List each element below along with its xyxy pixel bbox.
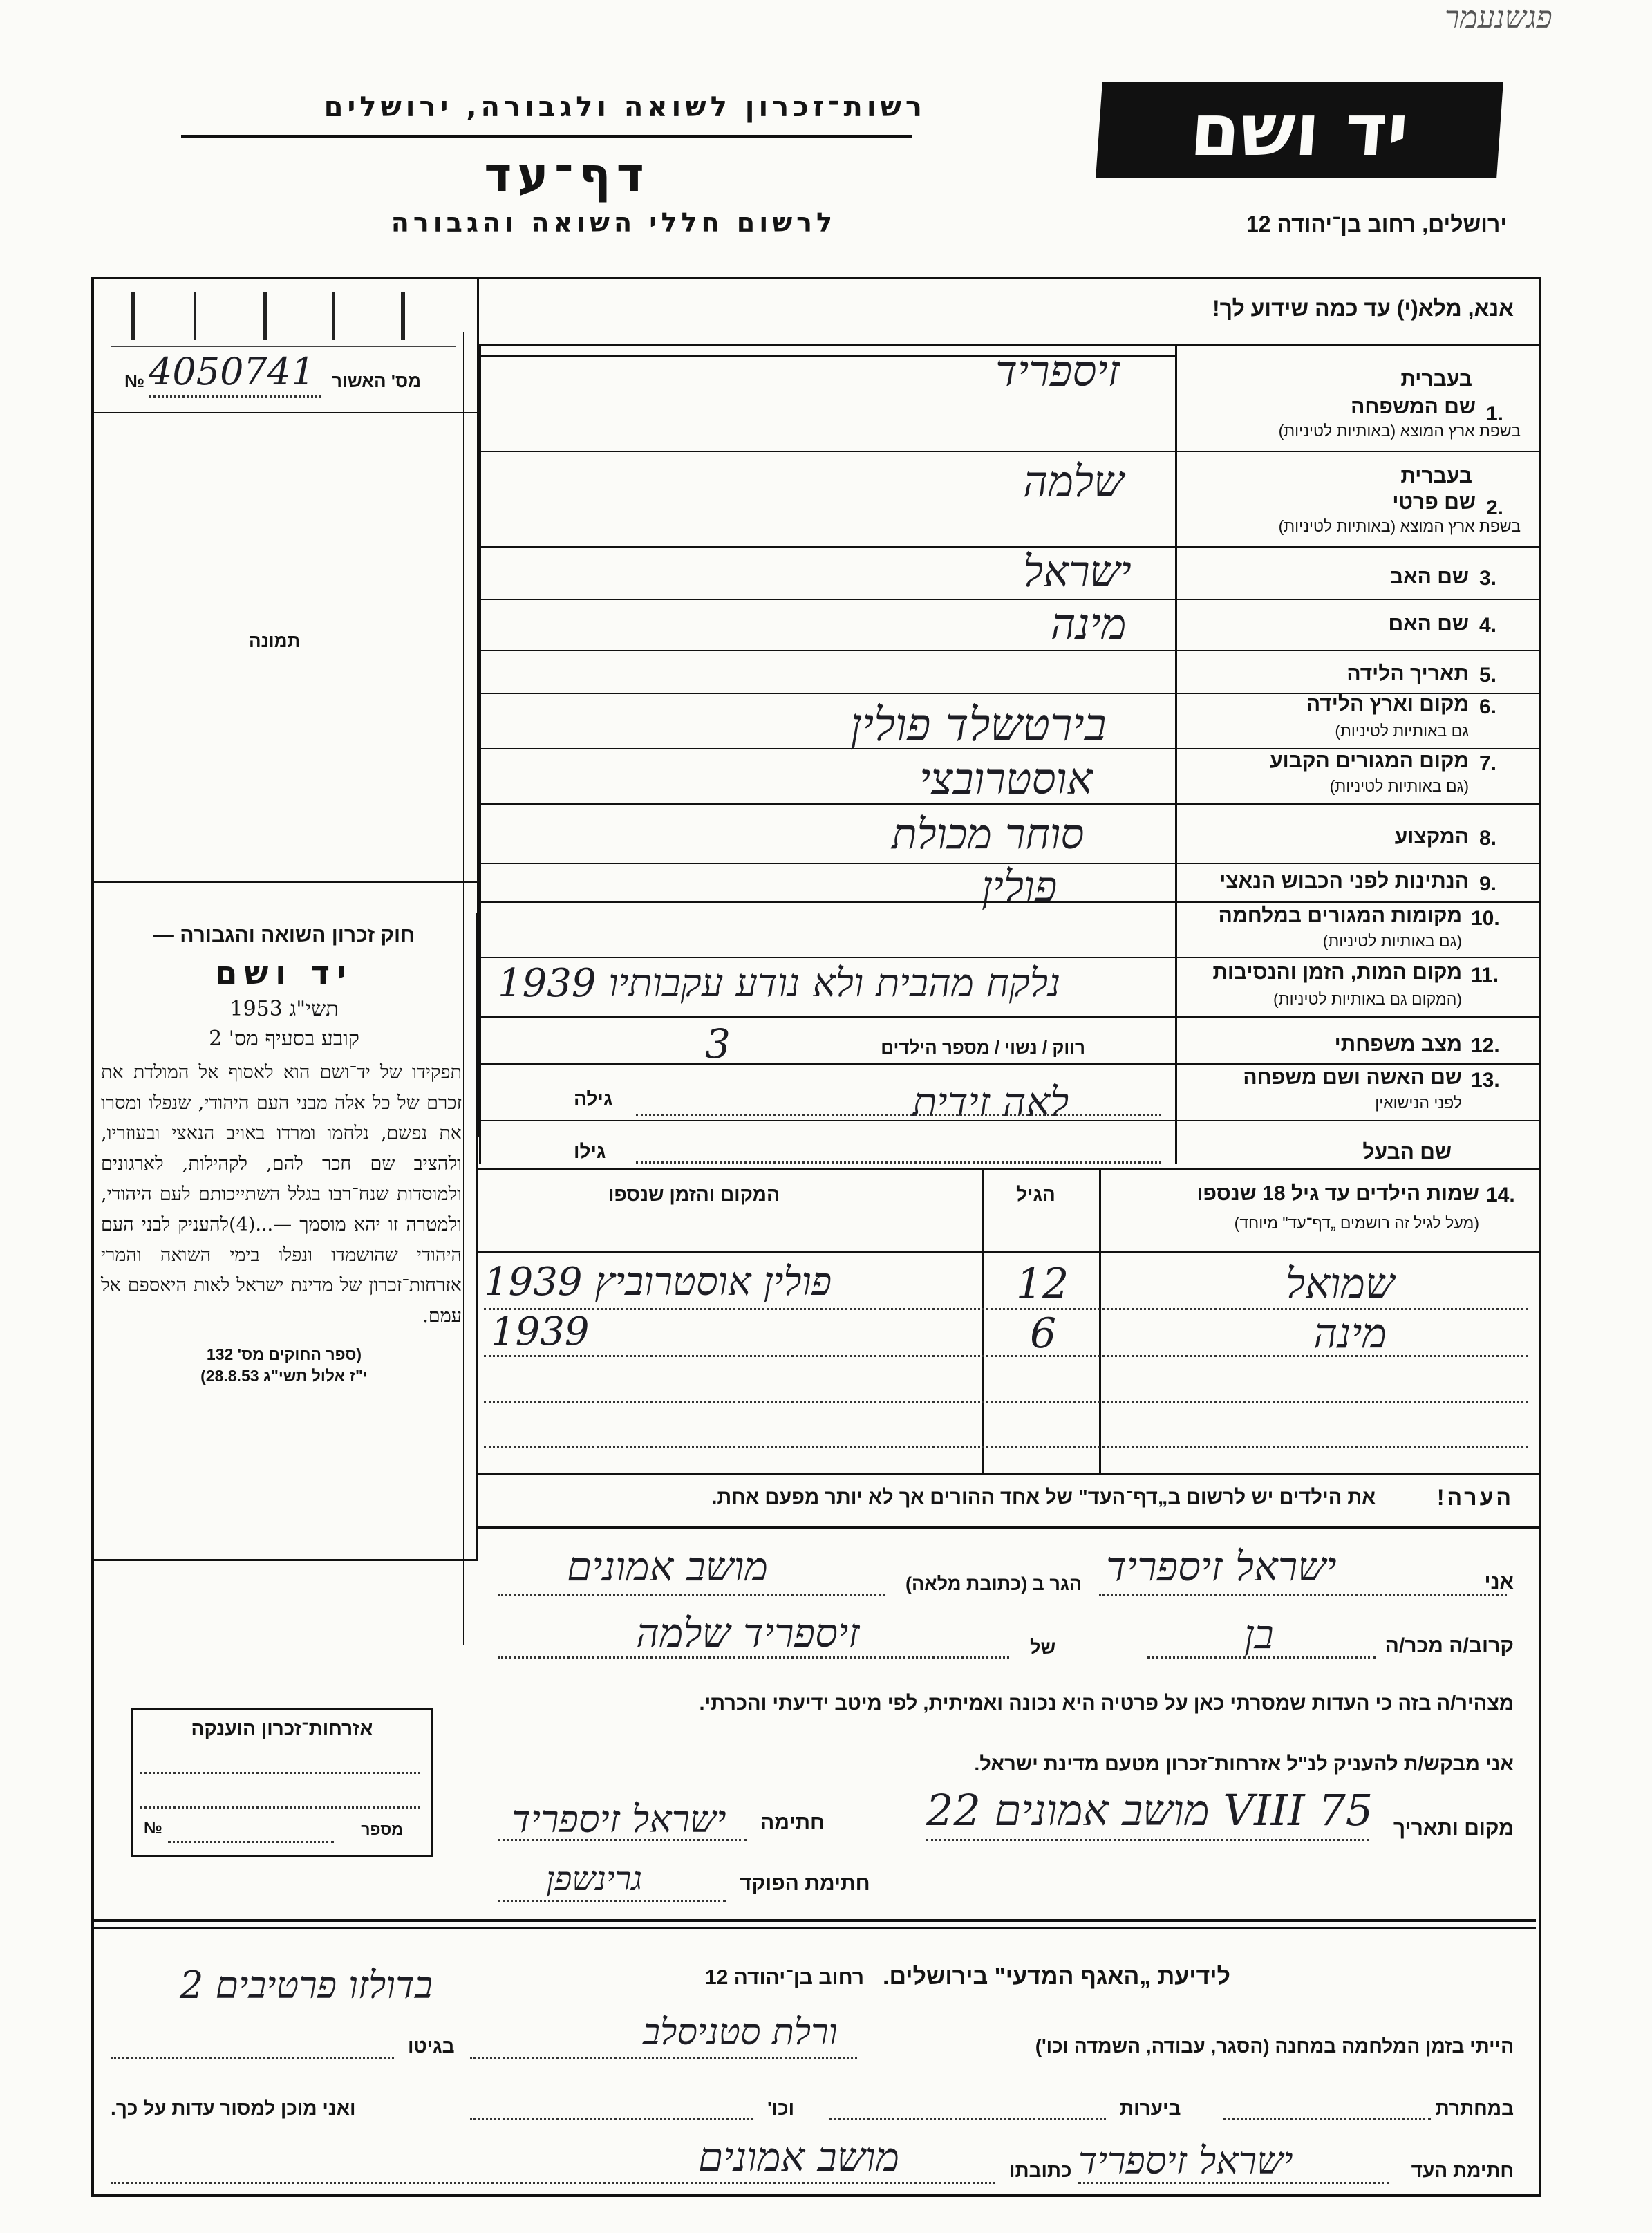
value-row-6	[479, 748, 1175, 749]
marital-options: רווק / נשוי / מספר הילדים	[881, 1037, 1085, 1058]
field-9-num: 9.	[1479, 872, 1497, 895]
field-11-label: מקום המות, הזמן והנסיבות	[1212, 961, 1462, 984]
camp-value[interactable]: ורלת סטניסלב	[643, 2012, 838, 2053]
intro-instruction: אנא, מלא(י) עד כמה שידוע לך!	[1212, 296, 1514, 321]
field-12-label: מצב משפחתי	[1334, 1033, 1462, 1056]
witness-address-label: כתובתו	[1009, 2160, 1072, 2181]
field-7-div	[1175, 803, 1539, 805]
value-row-9	[479, 901, 1175, 903]
officer-signature[interactable]: גרינשפן	[546, 1860, 642, 1898]
citizenship-number-label: מספר	[361, 1820, 403, 1838]
field-4-value[interactable]: מינה	[1051, 599, 1127, 649]
law-source-date: י"ז אלול תשי"ג 28.8.53)	[200, 1367, 368, 1385]
value-row-13	[479, 1120, 1175, 1121]
field-7-num: 7.	[1479, 752, 1497, 775]
value-row-5	[479, 693, 1175, 694]
declarant-resides-label: הגר ב (כתובת מלאה)	[905, 1573, 1082, 1594]
field-2-num: 2.	[1486, 496, 1504, 519]
witness-sig-dots	[1078, 2182, 1389, 2184]
child-1-age[interactable]: 12	[1016, 1260, 1069, 1308]
field-2-sub: בשפת ארץ המוצא (באותיות לטיניות)	[1278, 517, 1521, 535]
field-5-label: תאריך הלידה	[1346, 662, 1469, 685]
children-row-line-4	[484, 1446, 1528, 1448]
ghetto-label: בגיטו	[408, 2035, 455, 2057]
field-6-num: 6.	[1479, 695, 1497, 718]
signature-dots	[498, 1839, 747, 1841]
witness-sig-label: חתימת העד	[1411, 2160, 1514, 2181]
field-10-sub: (גם באותיות לטיניות)	[1322, 932, 1462, 950]
children-count-value[interactable]: 3	[705, 1020, 731, 1067]
field-10-div	[1175, 957, 1539, 958]
authority-underline	[181, 135, 912, 138]
underground-dots	[1223, 2118, 1431, 2120]
children-top	[477, 1168, 1539, 1170]
of-label: של	[1030, 1637, 1056, 1658]
field-7-label: מקום המגורים הקבוע	[1270, 749, 1469, 772]
ghetto-dots	[111, 2057, 394, 2059]
field-1-div	[1175, 451, 1539, 452]
camp-label: הייתי בזמן המלחמה במחנה (הסגר, עבודה, השמדה וכו')	[1035, 2035, 1514, 2057]
children-header: שמות הילדים עד גיל 18 שנספו	[1196, 1182, 1479, 1205]
field-13-value[interactable]: לאה זידית	[912, 1078, 1069, 1125]
labels-column-divider	[1175, 344, 1177, 1164]
law-source: (ספר החוקים מס' 132	[206, 1345, 362, 1363]
field-2-value[interactable]: שלמה	[1023, 456, 1124, 507]
etc-dots	[470, 2118, 753, 2120]
forests-label: ביערות	[1120, 2097, 1181, 2119]
field-13-label: שם האשה ושם משפחה	[1243, 1066, 1462, 1089]
law-body: תפקידו של יד־ושם הוא לאסוף אל המולדת את זכרם של כל אלה מבני העם היהודי, שנפלו ומסרו את נפשם, נלחמו ומרדו באויב הנאצי ובעוזריו, ולהציב שם חכר להם, לקהילות, לארגונים ולמוסדות שנח־רבו בגלל השתייכותם לעם היהודי, ולמטרה זו יהא מוסמך —...(4)להעניק לבני העם היהודי שהושמדו ונפלו בימי השואה והמרי אזרחות־זכרון של מדינת ישראל לאות היאספם אל עמם.	[101, 1062, 462, 1327]
field-9-label: הנתינות לפני הכבוש הנאצי	[1219, 870, 1469, 893]
field-4-label: שם האם	[1388, 613, 1469, 635]
field-11-div	[1175, 1016, 1539, 1018]
law-year: תשי"ג 1953	[229, 997, 339, 1021]
etc-label: וכו'	[767, 2097, 795, 2119]
field-3-num: 3.	[1479, 567, 1497, 590]
field-8-div	[1175, 863, 1539, 864]
bottom-divider-1	[94, 1919, 1536, 1922]
field-12-div	[1175, 1063, 1539, 1065]
law-name: יד ושם	[215, 954, 353, 991]
field-4-div	[1175, 650, 1539, 651]
children-header-bottom	[477, 1251, 1539, 1253]
relation-dots	[1147, 1656, 1376, 1659]
children-col-div-1	[1099, 1168, 1101, 1473]
hebrew-label-1: בעברית	[1400, 368, 1472, 391]
child-2-place[interactable]: 1939	[491, 1309, 590, 1354]
camp-dots	[470, 2057, 857, 2059]
field-3-value[interactable]: ישראל	[1023, 546, 1132, 597]
value-row-4	[479, 650, 1175, 651]
husband-label: שם הבעל	[1362, 1141, 1452, 1164]
field-2-label: שם פרטי	[1392, 491, 1476, 514]
children-row-line-3	[484, 1401, 1528, 1403]
children-num: 14.	[1486, 1184, 1515, 1206]
corner-handwriting: פגשנעמר	[1445, 0, 1552, 35]
citizenship-box	[131, 1708, 433, 1857]
field-1-sub: בשפת ארץ המוצא (באותיות לטיניות)	[1278, 422, 1521, 440]
value-row-7	[479, 803, 1175, 805]
field-7-sub: (גם באותיות לטיניות)	[1329, 777, 1469, 795]
note-text: את הילדים יש לרשום ב„דף־העד" של אחד ההורים אך לא יותר מפעם אחת.	[711, 1486, 1376, 1508]
field-4-num: 4.	[1479, 614, 1497, 637]
citizenship-title: אזרחות־זכרון הוענקה	[191, 1718, 373, 1739]
bottom-divider-2	[94, 1927, 1536, 1929]
place-date-value[interactable]: מושב אמונים 22 VIII 75	[926, 1785, 1373, 1835]
photo-bottom	[94, 881, 477, 883]
note-bottom	[477, 1526, 1539, 1529]
citizenship-number-dots	[168, 1841, 334, 1843]
of-value[interactable]: זיספריד שלמה	[636, 1609, 860, 1656]
field-3-div	[1175, 599, 1539, 600]
witness-address-dots	[111, 2182, 995, 2184]
field-11-value[interactable]: נלקח מהבית ולא נודע עקבותיו 1939	[498, 961, 1061, 1006]
child-1-place[interactable]: פולין אוסטרוביץ 1939	[484, 1260, 832, 1305]
field-6-sub: גם באותיות לטיניות)	[1335, 722, 1469, 740]
declarant-name[interactable]: ישראל זיספריד	[1106, 1543, 1337, 1590]
field-10-label: מקומות המגורים במלחמה	[1218, 904, 1462, 927]
col-age-header: הגיל	[1016, 1184, 1055, 1205]
note-label: הערה!	[1436, 1485, 1514, 1510]
ready-label: ואני מוכן למסור עדות על כך.	[111, 2097, 356, 2119]
of-value-dots	[498, 1656, 1009, 1659]
yad-vashem-logo	[1096, 82, 1503, 178]
declarant-address-dots	[498, 1594, 885, 1596]
field-7-value[interactable]: אוסטרובצי	[919, 754, 1093, 804]
field-8-num: 8.	[1479, 827, 1497, 850]
field-13-num: 13.	[1471, 1069, 1500, 1092]
declarant-signature[interactable]: ישראל זיספריד	[511, 1797, 726, 1841]
child-1-name[interactable]: שמואל	[1286, 1260, 1395, 1308]
husband-dots	[636, 1161, 1161, 1164]
value-column-left	[479, 344, 481, 1164]
citizenship-dots-2	[140, 1806, 420, 1809]
children-col-div-2	[982, 1168, 984, 1473]
header-address: ירושלים, רחוב בן־יהודה 12	[1246, 212, 1507, 236]
relative-label: קרוב/ה מכר/ה	[1385, 1634, 1514, 1657]
field-5-num: 5.	[1479, 664, 1497, 686]
field-8-value[interactable]: סוחר מכולת	[892, 810, 1085, 859]
field-8-label: המקצוע	[1394, 825, 1469, 848]
value-row-12	[479, 1063, 1175, 1065]
officer-label: חתימת הפוקד	[740, 1872, 870, 1895]
place-date-label: מקום ותאריך	[1393, 1817, 1514, 1840]
wife-age-label: גילה	[574, 1088, 613, 1110]
form-title: דף־עד	[484, 148, 650, 203]
relation-value[interactable]: בן	[1244, 1611, 1274, 1658]
citizenship-dots-1	[140, 1772, 420, 1774]
field-10-num: 10.	[1471, 907, 1500, 930]
law-title: חוק זכרון השואה והגבורה —	[153, 924, 415, 946]
field-1-num: 1.	[1486, 402, 1504, 425]
field-3-label: שם האב	[1389, 566, 1469, 588]
witness-signature[interactable]: ישראל זיספריד	[1078, 2139, 1293, 2183]
field-9-div	[1175, 901, 1539, 903]
approval-dots	[149, 395, 321, 398]
approval-number-value[interactable]: 4050741	[149, 350, 315, 393]
children-sub: (מעל לגיל זה רושמים „דף־עד" מיוחד)	[1234, 1214, 1479, 1232]
wife-dots	[636, 1114, 1161, 1116]
field-6-value[interactable]: בירטשלד פולין	[850, 698, 1107, 751]
field-1-label: שם המשפחה	[1351, 395, 1476, 418]
approval-no-symbol: №	[124, 371, 144, 391]
value-row-11	[479, 1016, 1175, 1018]
field-1-value[interactable]: זיספריד	[995, 346, 1120, 396]
officer-dots	[498, 1900, 726, 1902]
value-row-1b	[479, 451, 1175, 452]
photo-label: תמונה	[249, 630, 301, 651]
note-top	[477, 1473, 1539, 1475]
child-2-age[interactable]: 6	[1030, 1309, 1057, 1358]
child-2-name[interactable]: מינה	[1313, 1309, 1387, 1358]
signature-label: חתימה	[760, 1811, 825, 1834]
field-2-div	[1175, 546, 1539, 548]
hebrew-label-2: בעברית	[1400, 465, 1472, 487]
declarant-address[interactable]: מושב אמונים	[567, 1543, 768, 1590]
col-place-header: המקום והזמן שנספו	[608, 1184, 780, 1205]
declarant-i-label: אני	[1484, 1571, 1514, 1594]
field-13-div	[1175, 1120, 1539, 1121]
declaration-request: אני מבקש/ת להעניק לנ"ל אזרחות־זכרון מטעם מדינת ישראל.	[974, 1753, 1514, 1775]
info-handwritten-note[interactable]: 2 בדולזו פרטיבים	[180, 1963, 433, 2007]
citizenship-no-symbol: №	[144, 1819, 162, 1838]
forests-dots	[829, 2118, 1106, 2120]
law-box-border	[91, 913, 478, 1561]
approval-divider	[94, 412, 477, 413]
place-date-dots	[926, 1839, 1369, 1841]
approval-label: מס' האשור	[332, 371, 421, 391]
field-9-value[interactable]: פולין	[982, 861, 1058, 912]
field-11-num: 11.	[1471, 964, 1499, 987]
underground-label: במחתרת	[1435, 2097, 1514, 2119]
field-6-label: מקום וארץ הלידה	[1306, 693, 1469, 716]
info-address: רחוב בן־יהודה 12	[704, 1966, 864, 1989]
field-11-sub: (המקום גם באותיות לטיניות)	[1273, 990, 1462, 1008]
husband-age-label: גילו	[574, 1141, 606, 1162]
value-row-8	[479, 863, 1175, 864]
declaration-statement: מצהיר/ה בזה כי העדות שמסרתי כאן על פרטיה היא נכונה ואמיתית, לפי מיטב ידיעתי והכרתי.	[699, 1692, 1514, 1715]
logo-text: יד ושם	[1188, 88, 1411, 172]
info-title: לידיעת „האגף המדעי" בירושלים.	[883, 1963, 1230, 1990]
value-row-10	[479, 957, 1175, 958]
field-13-sub: לפני הנישואין	[1375, 1094, 1462, 1112]
witness-address[interactable]: מושב אמונים	[698, 2133, 899, 2180]
law-clause: קובע בסעיף מס' 2	[209, 1027, 359, 1051]
declarant-name-dots	[1099, 1594, 1507, 1596]
header-authority: רשות־זכרון לשואה ולגבורה, ירושלים	[323, 91, 926, 123]
header-subtitle: לרשום חללי השואה והגבורה	[391, 207, 836, 238]
field-12-num: 12.	[1471, 1034, 1500, 1057]
